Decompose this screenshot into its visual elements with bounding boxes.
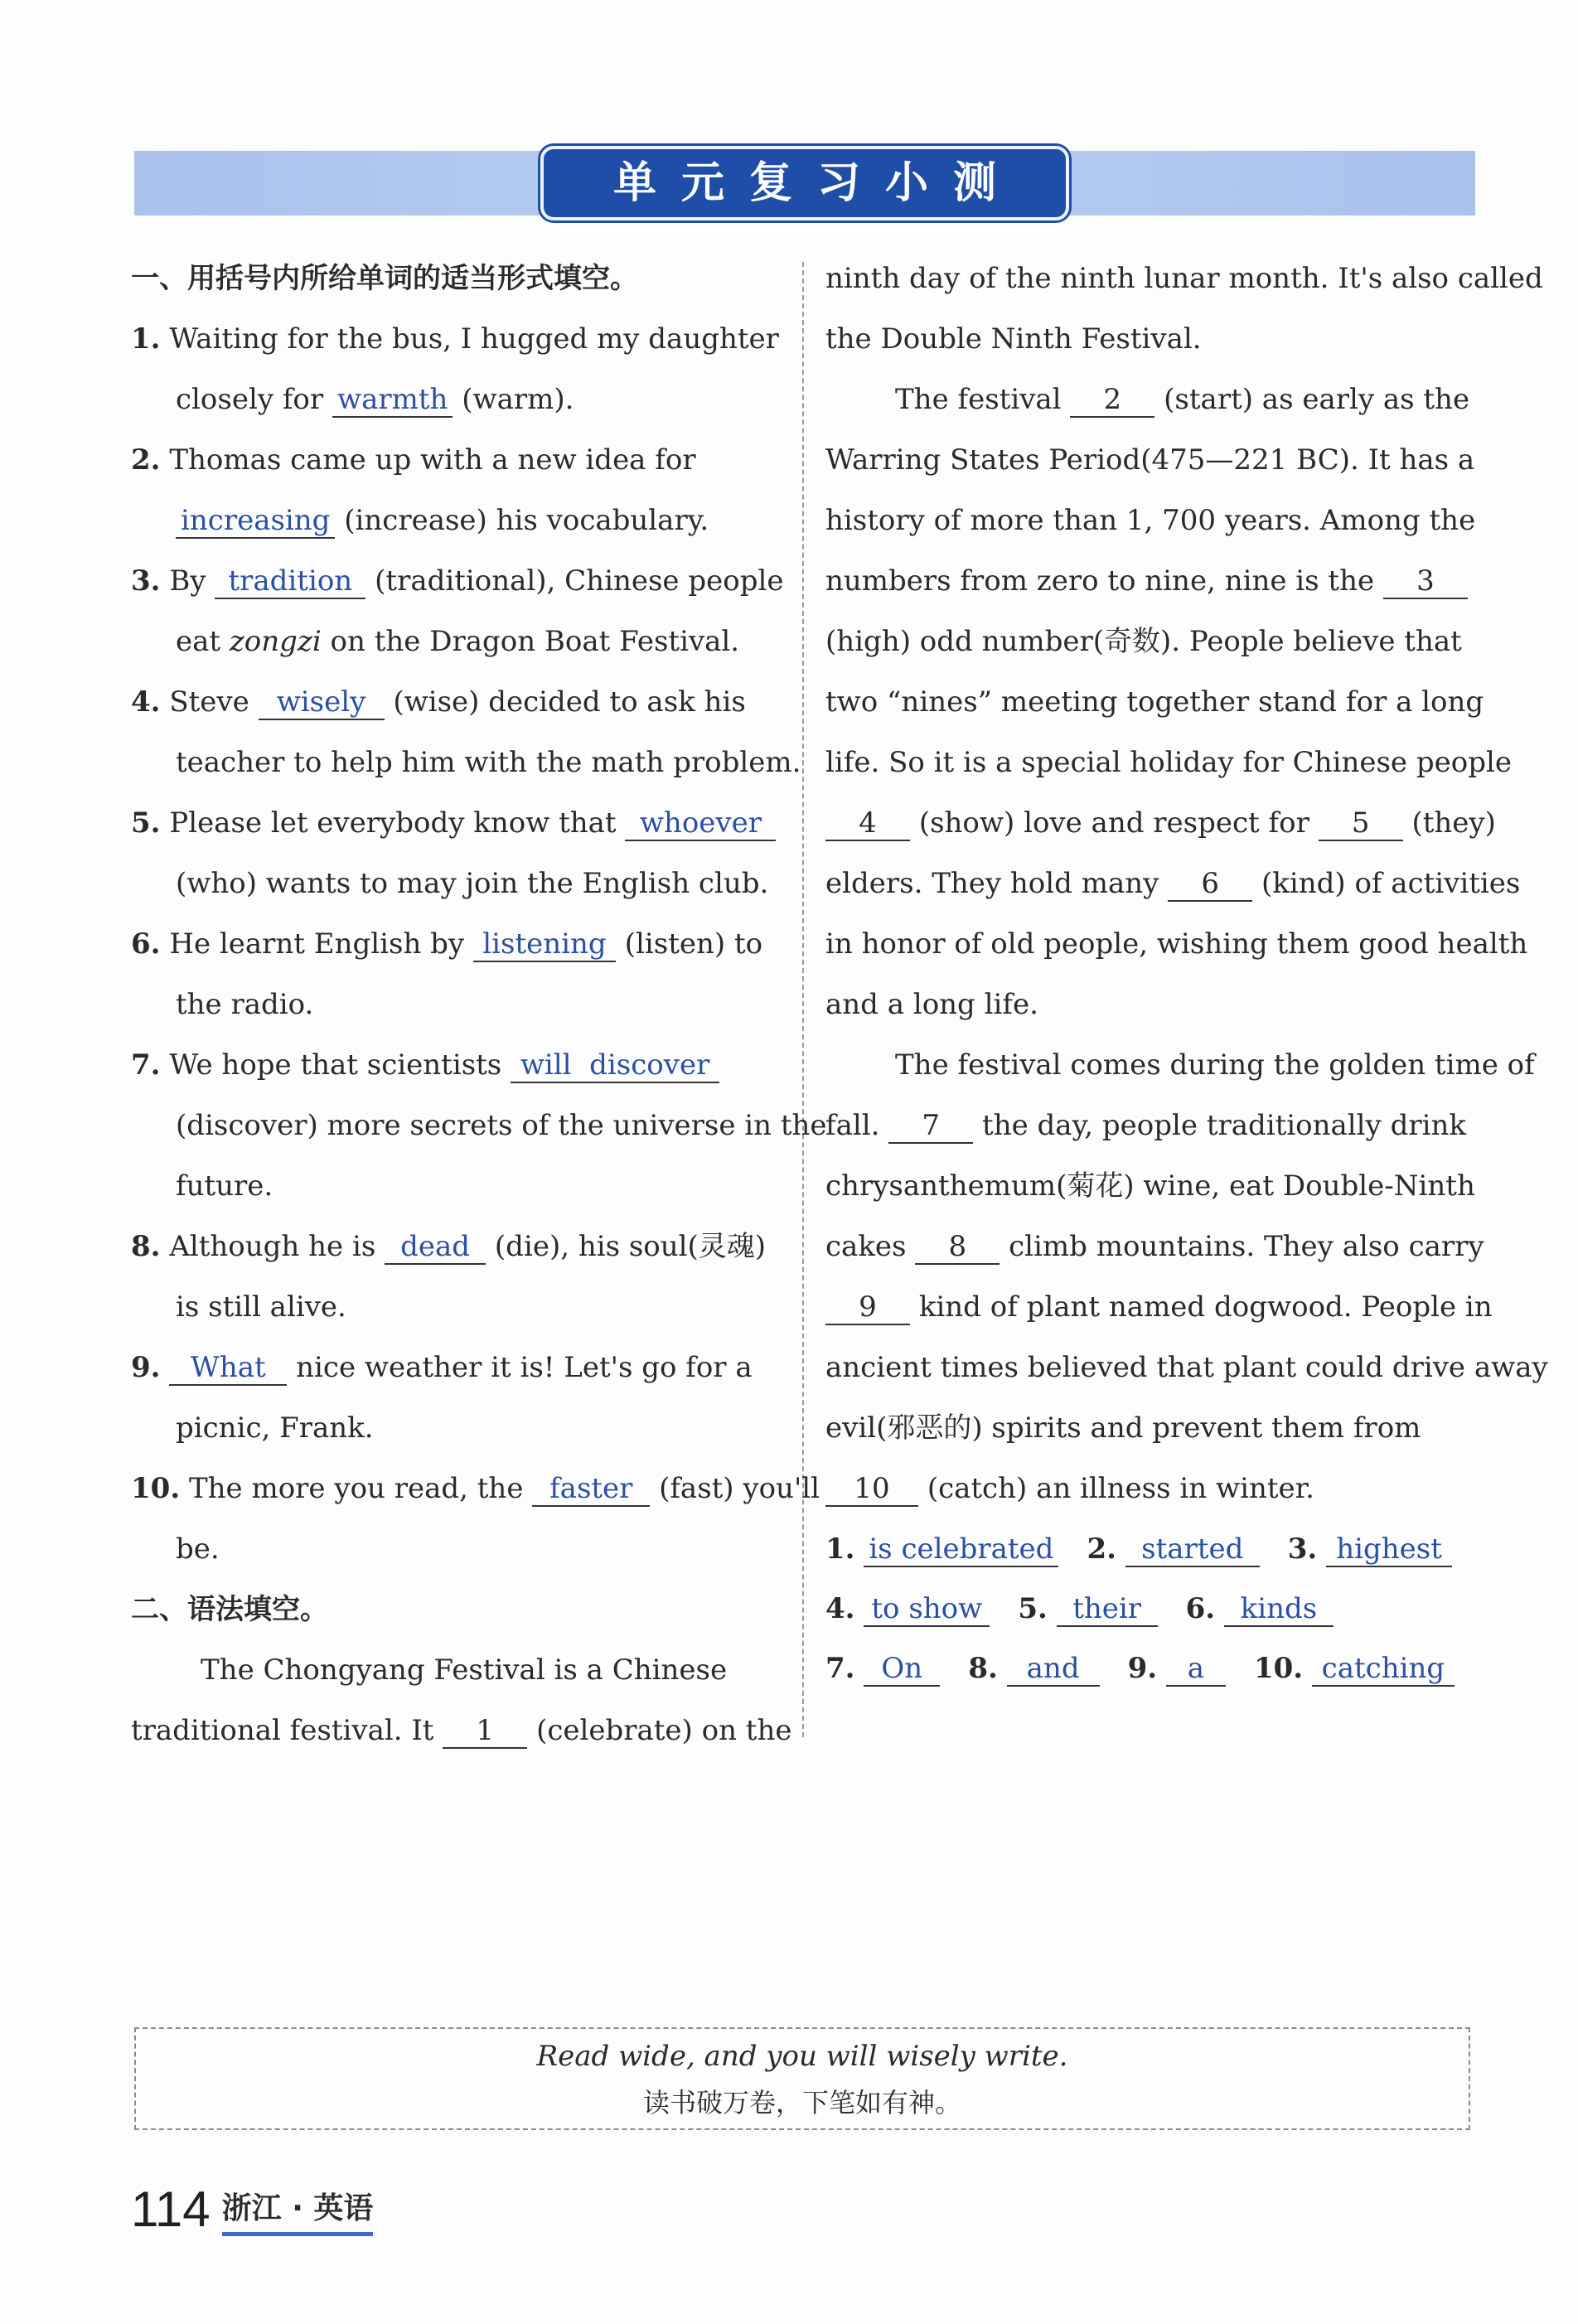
q4-number: 4.: [131, 685, 161, 719]
q9-line1: [131, 1338, 779, 1398]
footer-label: 浙江 · 英语: [222, 2192, 374, 2236]
q4-text-c: teacher to help him with the math problem.: [176, 746, 801, 779]
passage-r6-a: numbers from zero to nine, nine is the: [825, 564, 1375, 598]
passage-r10: [825, 793, 1496, 854]
q9-answer: What: [169, 1351, 287, 1386]
motto-english: Read wide, and you will wisely write.: [536, 2040, 1068, 2073]
q10-text: The more you read, the: [188, 1472, 524, 1505]
passage-r14: The festival comes during the golden time of: [895, 1048, 1535, 1082]
q1-text-c: (warm).: [462, 383, 574, 416]
passage-r17-b: climb mountains. They also carry: [1009, 1230, 1484, 1263]
page-footer: [131, 2170, 373, 2236]
q10-line2: [131, 1519, 779, 1580]
passage-r21-a: (catch) an illness in winter.: [927, 1472, 1314, 1505]
q1-text: Waiting for the bus, I hugged my daughter: [169, 322, 779, 356]
q6-text: He learnt English by: [169, 927, 465, 961]
q10-text-c: be.: [176, 1532, 220, 1566]
passage-r10-b: (they): [1411, 806, 1496, 840]
passage-r5: history of more than 1, 700 years. Among the: [825, 504, 1476, 537]
q5-text-b: (who) wants to may join the English club.: [176, 867, 769, 900]
passage-r15: [825, 1096, 1474, 1156]
q7-number: 7.: [131, 1048, 161, 1082]
q1-text-b: closely for: [176, 383, 324, 416]
q10-answer: faster: [532, 1472, 650, 1507]
q5-text: Please let everybody know that: [169, 806, 617, 840]
answer-item: 8. and: [968, 1639, 1099, 1698]
q7-answer: will discover: [511, 1048, 719, 1083]
q10-line1: [131, 1459, 820, 1519]
q4-text: Steve: [169, 685, 249, 719]
q8-line2: [131, 1277, 779, 1338]
passage-r17-a: cakes: [825, 1230, 907, 1263]
passage-r3-a: The festival: [895, 383, 1062, 416]
passage-r21: [825, 1459, 1474, 1519]
passage-r18: [825, 1277, 1493, 1338]
q2-text: Thomas came up with a new idea for: [169, 443, 696, 477]
blank-6: 6: [1168, 867, 1252, 902]
q6-text-c: the radio.: [176, 988, 314, 1021]
q6-answer: listening: [473, 927, 616, 962]
q7-text-b: (discover) more secrets of the universe in the: [176, 1109, 827, 1142]
answer-item: 6. kinds: [1186, 1579, 1334, 1639]
answer-item: 1. is celebrated: [825, 1519, 1058, 1579]
answer-item: 10. catching: [1254, 1639, 1455, 1698]
passage-line-1: [131, 1640, 779, 1701]
passage-r8: two “nines” meeting together stand for a long: [825, 685, 1484, 719]
answer-item: 5. their: [1018, 1579, 1157, 1639]
passage-r18-a: kind of plant named dogwood. People in: [918, 1290, 1493, 1324]
answer-key: [825, 1519, 1474, 1698]
page-number: 114: [131, 2181, 211, 2237]
q4-line2: [131, 733, 801, 793]
section1-heading: 一、用括号内所给单词的适当形式填空。: [131, 262, 638, 295]
blank-8: 8: [915, 1230, 1000, 1265]
blank-3: 3: [1383, 564, 1468, 599]
q3-text-b: (traditional), Chinese people: [375, 564, 784, 598]
q2-text-b: (increase) his vocabulary.: [344, 504, 709, 537]
passage-r20: evil(邪恶的) spirits and prevent them from: [825, 1411, 1421, 1445]
q2-line2: [131, 491, 779, 551]
section2-heading: 二、语法填空。: [131, 1593, 328, 1626]
q3-text-c: eat: [176, 625, 221, 658]
q2-answer: increasing: [176, 504, 335, 539]
q1-line1: [131, 309, 779, 370]
passage-r6: [825, 551, 1474, 612]
answer-item: 4. to show: [825, 1579, 990, 1639]
q8-text-b: (die), his soul(灵魂): [494, 1230, 767, 1263]
answer-row: [825, 1579, 1474, 1639]
passage-r17: [825, 1217, 1484, 1277]
answer-item: 2. started: [1087, 1519, 1259, 1579]
q3-line2: [131, 612, 779, 672]
passage-r12: in honor of old people, wishing them good health: [825, 927, 1528, 961]
motto-chinese: 读书破万卷，下笔如有神。: [642, 2087, 961, 2118]
q5-answer: whoever: [625, 806, 776, 841]
q4-text-b: (wise) decided to ask his: [393, 685, 746, 719]
q6-line2: [131, 975, 779, 1035]
blank-1: 1: [443, 1714, 527, 1749]
q8-text-c: is still alive.: [176, 1290, 346, 1324]
banner-title: 单元复习小测: [540, 146, 1069, 220]
passage-r2: the Double Ninth Festival.: [825, 322, 1202, 356]
q2-line1: [131, 430, 779, 491]
right-column: [825, 249, 1548, 1698]
q7-line3: [131, 1156, 779, 1217]
q3-text-d: on the Dragon Boat Festival.: [330, 625, 740, 658]
passage-text-2: traditional festival. It: [131, 1714, 434, 1747]
passage-r4: Warring States Period(475—221 BC). It has a: [825, 443, 1475, 477]
q2-number: 2.: [131, 443, 161, 477]
blank-5: 5: [1319, 806, 1403, 841]
q3-text: By: [169, 564, 206, 598]
passage-text-2b: (celebrate) on the: [536, 1714, 792, 1747]
q5-number: 5.: [131, 806, 161, 840]
q7-text-c: future.: [176, 1169, 273, 1203]
answer-item: 9. a: [1128, 1639, 1226, 1698]
passage-r15-b: the day, people traditionally drink: [982, 1109, 1466, 1142]
q3-number: 3.: [131, 564, 161, 598]
q1-line2: [131, 370, 779, 430]
passage-r13: and a long life.: [825, 988, 1038, 1021]
passage-r11-b: (kind) of activities: [1261, 867, 1521, 900]
q8-text: Although he is: [169, 1230, 376, 1263]
q6-number: 6.: [131, 927, 161, 961]
passage-r11-a: elders. They hold many: [825, 867, 1159, 900]
q9-line2: [131, 1398, 779, 1459]
q4-line1: [131, 672, 779, 733]
passage-r9: life. So it is a special holiday for Chinese people: [825, 746, 1512, 779]
q7-line1: [131, 1035, 779, 1096]
q5-line2: [131, 854, 779, 914]
q10-number: 10.: [131, 1472, 181, 1505]
q4-answer: wisely: [259, 685, 385, 720]
answer-item: 3. highest: [1288, 1519, 1452, 1579]
q6-text-b: (listen) to: [624, 927, 763, 961]
passage-r11: [825, 854, 1521, 914]
q9-text: nice weather it is! Let's go for a: [296, 1351, 753, 1384]
column-divider: [802, 262, 804, 1737]
passage-r19: ancient times believed that plant could drive away: [825, 1351, 1548, 1384]
q7-text: We hope that scientists: [169, 1048, 502, 1082]
passage-r3-b: (start) as early as the: [1164, 383, 1470, 416]
q8-line1: [131, 1217, 779, 1277]
q8-number: 8.: [131, 1230, 161, 1263]
passage-line-2: [131, 1701, 792, 1761]
passage-r1: ninth day of the ninth lunar month. It's also called: [825, 262, 1543, 295]
q9-text-b: picnic, Frank.: [176, 1411, 374, 1445]
q10-text-b: (fast) you'll: [659, 1472, 820, 1505]
left-column: [131, 249, 827, 1761]
blank-7: 7: [888, 1109, 973, 1144]
passage-r10-a: (show) love and respect for: [918, 806, 1309, 840]
passage-r3: [825, 370, 1474, 430]
q1-answer: warmth: [332, 383, 453, 418]
answer-row: [825, 1519, 1474, 1579]
blank-2: 2: [1070, 383, 1154, 418]
motto-box: [134, 2027, 1470, 2130]
q7-line2: [131, 1096, 827, 1156]
answer-item: 7. On: [825, 1639, 940, 1698]
q3-answer: tradition: [215, 564, 365, 599]
q3-zongzi: zongzi: [229, 625, 322, 658]
q6-line1: [131, 914, 779, 975]
passage-r16: chrysanthemum(菊花) wine, eat Double-Ninth: [825, 1169, 1475, 1203]
q9-number: 9.: [131, 1351, 161, 1384]
passage-r7: (high) odd number(奇数). People believe that: [825, 625, 1462, 658]
blank-9: 9: [825, 1290, 910, 1325]
blank-10: 10: [825, 1472, 918, 1507]
q5-line1: [131, 793, 779, 854]
q8-answer: dead: [385, 1230, 486, 1265]
passage-text-1: The Chongyang Festival is a Chinese: [201, 1653, 728, 1687]
passage-r15-a: fall.: [825, 1109, 880, 1142]
answer-row: [825, 1639, 1474, 1698]
blank-4: 4: [825, 806, 910, 841]
q3-line1: [131, 551, 784, 612]
q1-number: 1.: [131, 322, 161, 356]
